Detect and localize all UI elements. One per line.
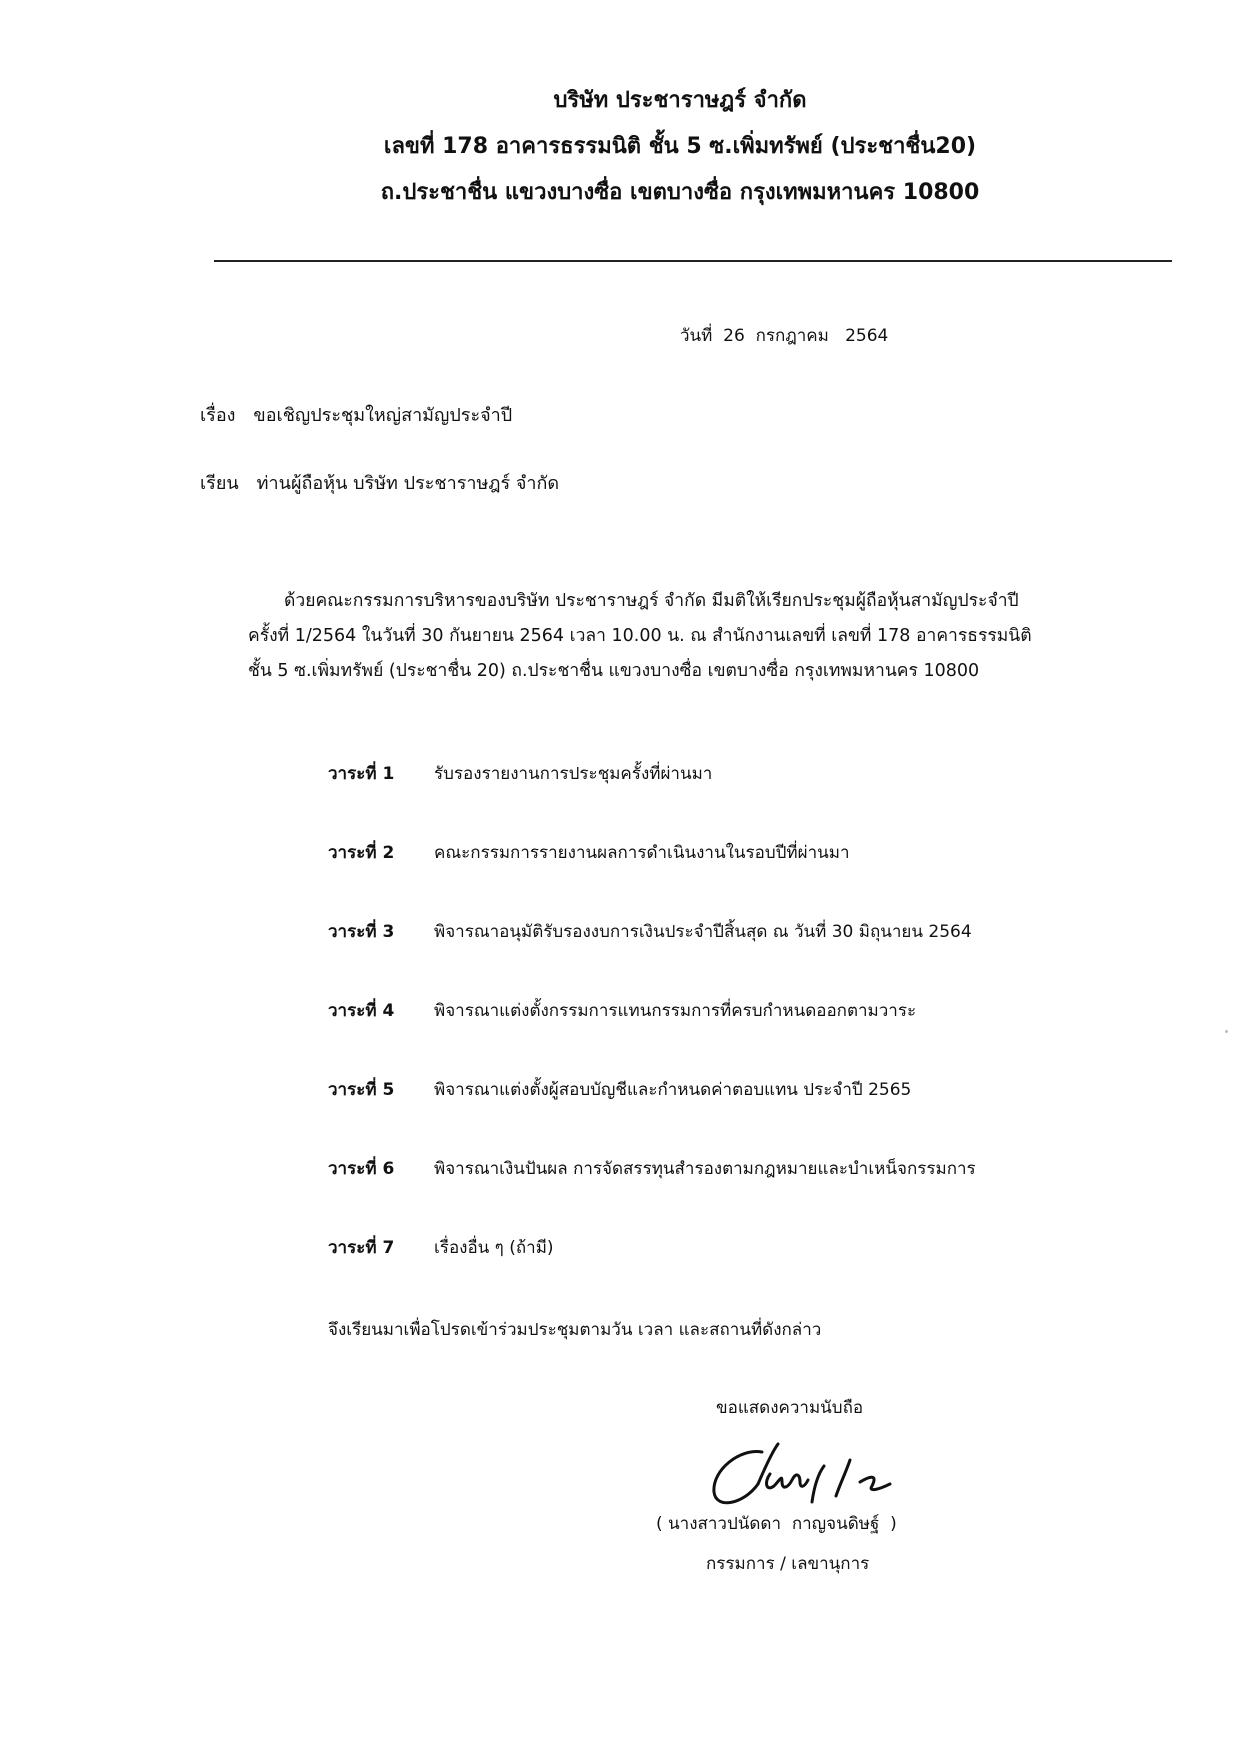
agenda-number: วาระที่ 5 bbox=[328, 1080, 395, 1100]
subject-text: ขอเชิญประชุมใหญ่สามัญประจำปี bbox=[253, 405, 513, 426]
agenda-text: พิจารณาแต่งตั้งผู้สอบบัญชีและกำหนดค่าตอบแทน ประจำปี 2565 bbox=[434, 1080, 912, 1100]
agenda-item bbox=[328, 760, 1188, 839]
scan-speck bbox=[1225, 1030, 1228, 1033]
closing-sentence: จึงเรียนมาเพื่อโปรดเข้าร่วมประชุมตามวัน เวลา และสถานที่ดังกล่าว bbox=[328, 1320, 822, 1340]
address-line-1: เลขที่ 178 อาคารธรรมนิติ ชั้น 5 ซ.เพิ่มทรัพย์ (ประชาชื่น20) bbox=[383, 134, 977, 159]
agenda-item bbox=[328, 839, 1188, 918]
agenda-list bbox=[328, 760, 1188, 1313]
address-line-2: ถ.ประชาชื่น แขวงบางซื่อ เขตบางซื่อ กรุงเทพมหานคร 10800 bbox=[380, 180, 980, 205]
agenda-item bbox=[328, 1234, 1188, 1313]
header-divider bbox=[214, 260, 1172, 262]
body-line: ชั้น 5 ซ.เพิ่มทรัพย์ (ประชาชื่น 20) ถ.ประชาชื่น แขวงบางซื่อ เขตบางซื่อ กรุงเทพมหานคร 10800 bbox=[248, 661, 980, 681]
agenda-number: วาระที่ 6 bbox=[328, 1159, 395, 1179]
recipient-line bbox=[200, 468, 559, 497]
body-line: ด้วยคณะกรรมการบริหารของบริษัท ประชาราษฎร์ จำกัด มีมติให้เรียกประชุมผู้ถือหุ้นสามัญประจำปี bbox=[284, 591, 1019, 611]
recipient-label: เรียน bbox=[200, 473, 239, 494]
agenda-text: เรื่องอื่น ๆ (ถ้ามี) bbox=[434, 1238, 554, 1258]
body-paragraph bbox=[248, 584, 1178, 689]
body-line: ครั้งที่ 1/2564 ในวันที่ 30 กันยายน 2564 เวลา 10.00 น. ณ สำนักงานเลขที่ เลขที่ 178 อาคารธรรมนิติ bbox=[248, 626, 1032, 646]
agenda-text: รับรองรายงานการประชุมครั้งที่ผ่านมา bbox=[434, 764, 713, 784]
agenda-number: วาระที่ 7 bbox=[328, 1238, 395, 1258]
agenda-item bbox=[328, 918, 1188, 997]
subject-line bbox=[200, 400, 512, 429]
agenda-text: พิจารณาเงินปันผล การจัดสรรทุนสำรองตามกฎหมายและบำเหน็จกรรมการ bbox=[434, 1159, 976, 1179]
letterhead bbox=[200, 78, 1160, 216]
agenda-text: พิจารณาแต่งตั้งกรรมการแทนกรรมการที่ครบกำหนดออกตามวาระ bbox=[434, 1001, 917, 1021]
signature-image bbox=[700, 1430, 930, 1520]
agenda-text: คณะกรรมการรายงานผลการดำเนินงานในรอบปีที่ผ่านมา bbox=[434, 843, 850, 863]
subject-label: เรื่อง bbox=[200, 405, 236, 426]
agenda-text: พิจารณาอนุมัติรับรองงบการเงินประจำปีสิ้นสุด ณ วันที่ 30 มิถุนายน 2564 bbox=[434, 922, 972, 942]
agenda-number: วาระที่ 1 bbox=[328, 764, 395, 784]
agenda-number: วาระที่ 4 bbox=[328, 1001, 395, 1021]
signer-title: กรรมการ / เลขานุการ bbox=[706, 1554, 870, 1574]
agenda-item bbox=[328, 997, 1188, 1076]
agenda-item bbox=[328, 1076, 1188, 1155]
agenda-number: วาระที่ 2 bbox=[328, 843, 395, 863]
recipient-text: ท่านผู้ถือหุ้น บริษัท ประชาราษฎร์ จำกัด bbox=[256, 473, 560, 494]
regards-line: ขอแสดงความนับถือ bbox=[716, 1398, 864, 1418]
agenda-item bbox=[328, 1155, 1188, 1234]
letter-date: วันที่ 26 กรกฎาคม 2564 bbox=[680, 326, 889, 346]
agenda-number: วาระที่ 3 bbox=[328, 922, 395, 942]
company-name: บริษัท ประชาราษฎร์ จำกัด bbox=[553, 88, 807, 113]
signer-name: ( นางสาวปนัดดา กาญจนดิษฐ์ ) bbox=[656, 1514, 897, 1534]
